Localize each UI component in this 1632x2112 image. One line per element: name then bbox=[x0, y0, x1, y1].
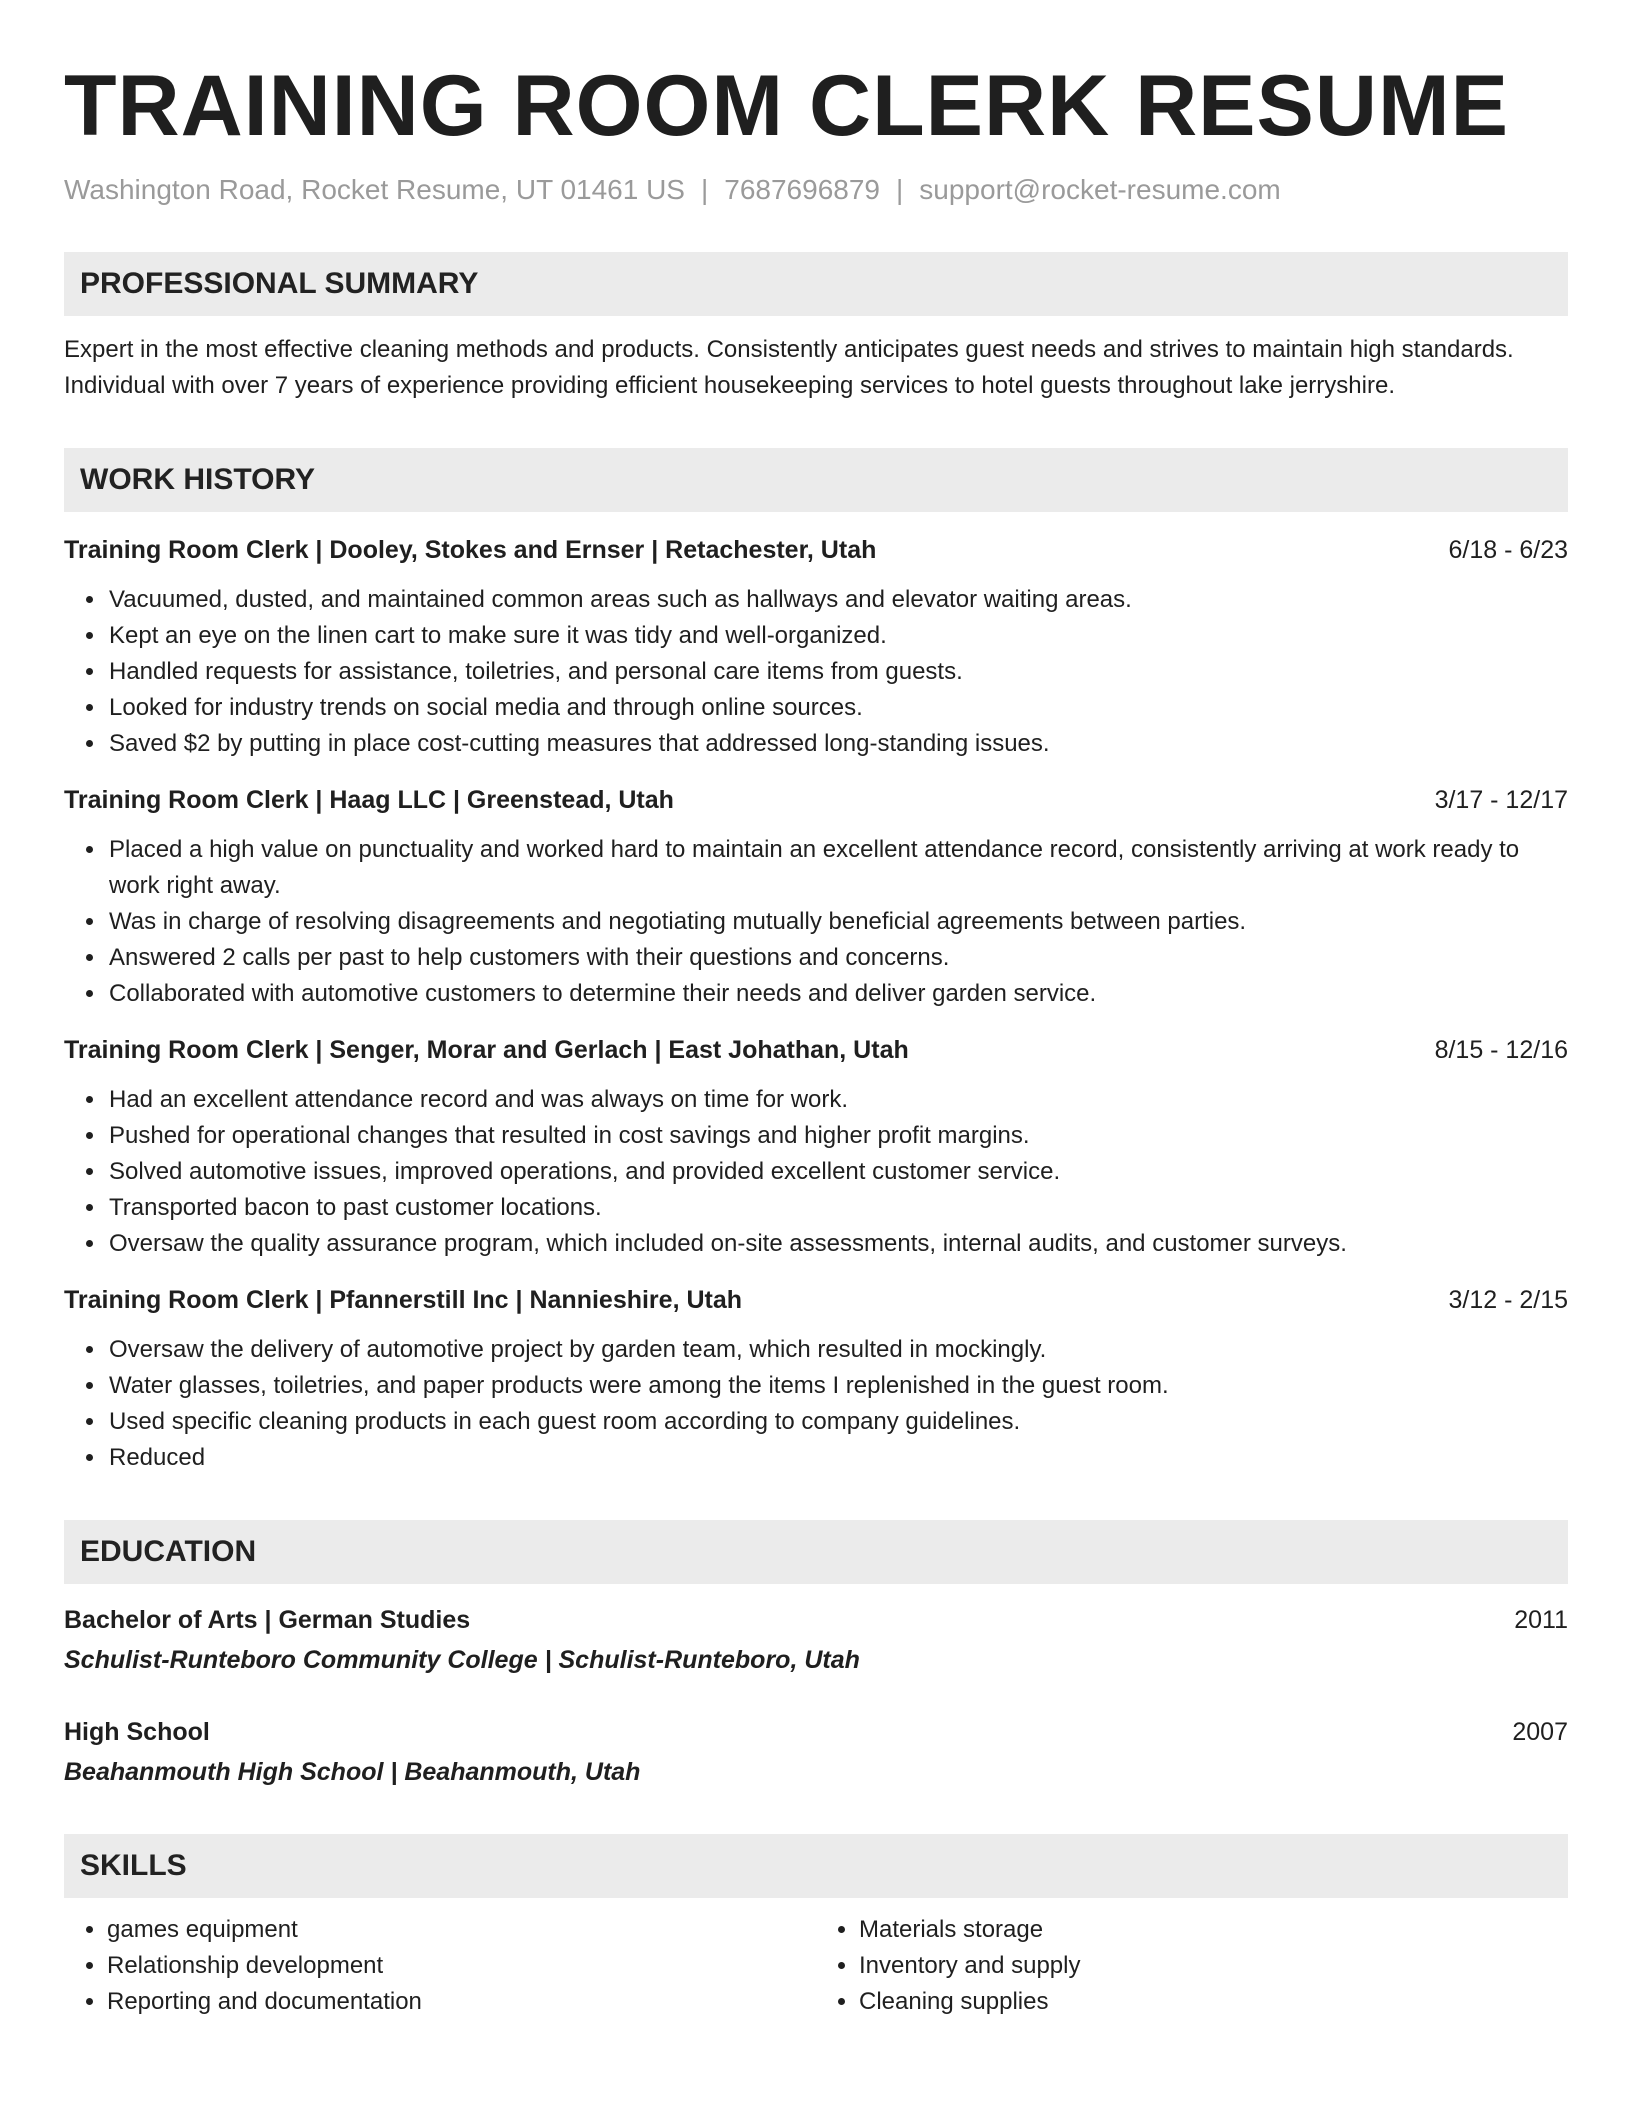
education-entry bbox=[64, 1602, 1568, 1678]
job-bullet: • Oversaw the delivery of automotive project by garden team, which resulted in mockingly. bbox=[107, 1332, 1568, 1368]
skill-item: • games equipment bbox=[107, 1912, 816, 1948]
job-bullet: • Was in charge of resolving disagreements and negotiating mutually beneficial agreements between parties. bbox=[107, 904, 1568, 940]
job-bullet: • Handled requests for assistance, toiletries, and personal care items from guests. bbox=[107, 654, 1568, 690]
section-heading-work-history: WORK HISTORY bbox=[64, 448, 1568, 512]
education-header bbox=[64, 1714, 1568, 1750]
education-degree: Bachelor of Arts | German Studies bbox=[64, 1606, 471, 1634]
job-bullet: • Saved $2 by putting in place cost-cutting measures that addressed long-standing issues. bbox=[107, 726, 1568, 762]
job-bullet: • Reduced bbox=[107, 1440, 1568, 1476]
job-title: Training Room Clerk | Haag LLC | Greenstead, Utah bbox=[64, 786, 674, 814]
job-entry bbox=[64, 1032, 1568, 1262]
job-title: Training Room Clerk | Dooley, Stokes and Ernser | Retachester, Utah bbox=[64, 536, 877, 564]
job-bullet: • Looked for industry trends on social media and through online sources. bbox=[107, 690, 1568, 726]
job-entry bbox=[64, 532, 1568, 762]
contact-line bbox=[64, 172, 1568, 208]
job-entry bbox=[64, 782, 1568, 1012]
job-header bbox=[64, 532, 1568, 568]
section-heading-education: EDUCATION bbox=[64, 1520, 1568, 1584]
job-header bbox=[64, 1032, 1568, 1068]
job-bullets bbox=[64, 832, 1568, 1012]
education-school: Schulist-Runteboro Community College | Schulist-Runteboro, Utah bbox=[64, 1646, 860, 1674]
contact-email: support@rocket-resume.com bbox=[919, 174, 1281, 205]
job-bullet: • Answered 2 calls per past to help customers with their questions and concerns. bbox=[107, 940, 1568, 976]
skill-item: • Inventory and supply bbox=[859, 1948, 1568, 1984]
job-bullets bbox=[64, 1082, 1568, 1262]
resume-title: TRAINING ROOM CLERK RESUME bbox=[64, 58, 1509, 154]
job-bullet: • Water glasses, toiletries, and paper products were among the items I replenished in the guest room. bbox=[107, 1368, 1568, 1404]
job-bullet: • Collaborated with automotive customers to determine their needs and deliver garden service. bbox=[107, 976, 1568, 1012]
education-school: Beahanmouth High School | Beahanmouth, Utah bbox=[64, 1758, 641, 1786]
job-bullet: • Solved automotive issues, improved operations, and provided excellent customer service. bbox=[107, 1154, 1568, 1190]
education-degree: High School bbox=[64, 1718, 210, 1746]
skill-item: • Cleaning supplies bbox=[859, 1984, 1568, 2020]
job-bullet: • Oversaw the quality assurance program, which included on-site assessments, internal audits, and customer surveys. bbox=[107, 1226, 1568, 1262]
job-bullet: • Used specific cleaning products in each guest room according to company guidelines. bbox=[107, 1404, 1568, 1440]
job-dates: 8/15 - 12/16 bbox=[1434, 1036, 1568, 1064]
job-entry bbox=[64, 1282, 1568, 1476]
section-heading-skills: SKILLS bbox=[64, 1834, 1568, 1898]
contact-phone: 7687696879 bbox=[724, 174, 880, 205]
job-bullet: • Placed a high value on punctuality and worked hard to maintain an excellent attendance record, consistently arriving at work ready to work right away. bbox=[107, 832, 1568, 904]
education-entry bbox=[64, 1714, 1568, 1790]
skill-item: • Relationship development bbox=[107, 1948, 816, 1984]
contact-separator: | bbox=[700, 174, 709, 205]
skill-item: • Materials storage bbox=[859, 1912, 1568, 1948]
job-dates: 3/17 - 12/17 bbox=[1434, 786, 1568, 814]
job-bullets bbox=[64, 1332, 1568, 1476]
job-bullet: • Transported bacon to past customer locations. bbox=[107, 1190, 1568, 1226]
job-title: Training Room Clerk | Senger, Morar and Gerlach | East Johathan, Utah bbox=[64, 1036, 909, 1064]
job-header bbox=[64, 782, 1568, 818]
contact-address: Washington Road, Rocket Resume, UT 01461 US bbox=[64, 174, 685, 205]
education-list bbox=[64, 1602, 1568, 1790]
job-dates: 3/12 - 2/15 bbox=[1448, 1286, 1568, 1314]
skills-column-left bbox=[64, 1912, 816, 2020]
job-bullet: • Kept an eye on the linen cart to make sure it was tidy and well-organized. bbox=[107, 618, 1568, 654]
skill-item: • Reporting and documentation bbox=[107, 1984, 816, 2020]
summary-text: Expert in the most effective cleaning methods and products. Consistently anticipates guest needs and strives to maintain high standards. Individual with over 7 years of experience providing efficient housekeeping services to hotel guests throughout lake jerryshire. bbox=[64, 336, 1514, 399]
education-year: 2007 bbox=[1512, 1718, 1568, 1746]
job-header bbox=[64, 1282, 1568, 1318]
contact-separator: | bbox=[896, 174, 904, 205]
job-bullet: • Pushed for operational changes that resulted in cost savings and higher profit margins. bbox=[107, 1118, 1568, 1154]
section-heading-summary: PROFESSIONAL SUMMARY bbox=[64, 252, 1568, 316]
job-dates: 6/18 - 6/23 bbox=[1448, 536, 1568, 564]
job-bullet: • Vacuumed, dusted, and maintained common areas such as hallways and elevator waiting areas. bbox=[107, 582, 1568, 618]
job-title: Training Room Clerk | Pfannerstill Inc | Nannieshire, Utah bbox=[64, 1286, 743, 1314]
job-bullet: • Had an excellent attendance record and was always on time for work. bbox=[107, 1082, 1568, 1118]
work-history-list bbox=[64, 532, 1568, 1476]
education-header bbox=[64, 1602, 1568, 1638]
skills-list bbox=[64, 1912, 1568, 2020]
job-bullets bbox=[64, 582, 1568, 762]
education-year: 2011 bbox=[1514, 1606, 1568, 1634]
skills-column-right bbox=[816, 1912, 1568, 2020]
